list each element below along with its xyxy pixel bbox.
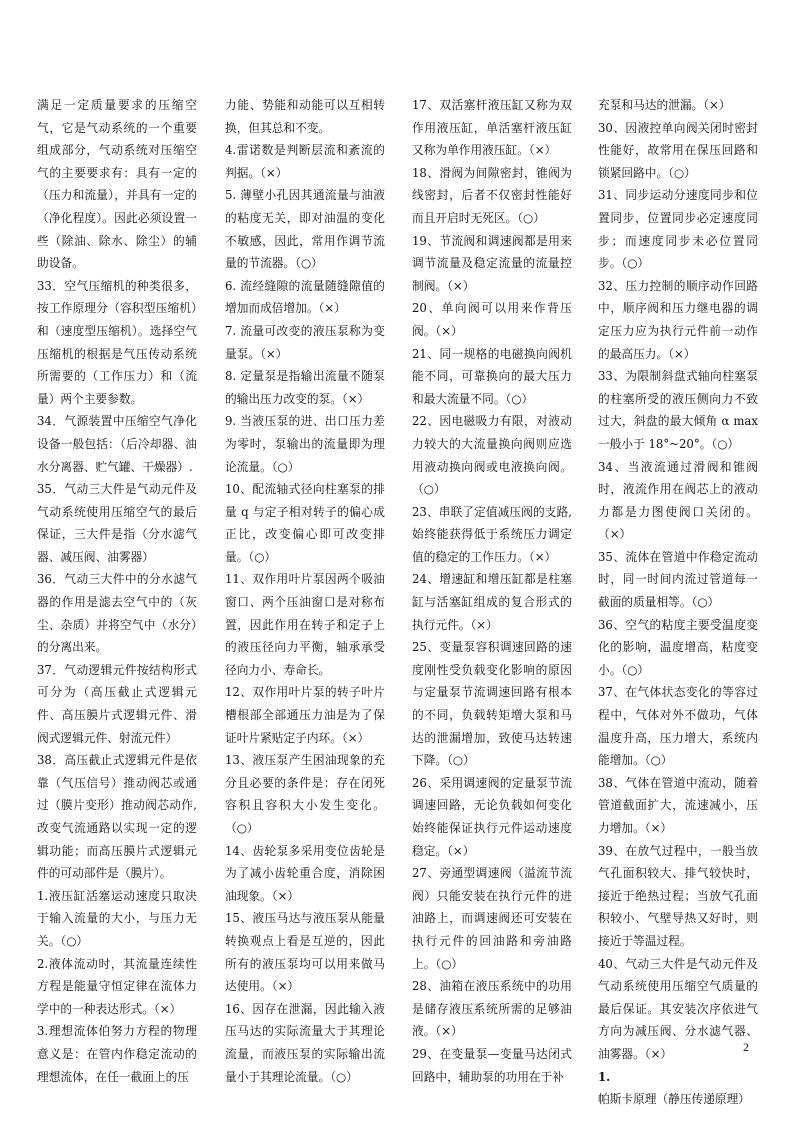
question-entry: 8. 定量泵是指输出流量不随泵的输出压力改变的泵。（×） — [225, 369, 385, 406]
question-entry: 力能、势能和动能可以互相转换，但其总和不变。 — [225, 98, 385, 135]
question-entry: 35、流体在管道中作稳定流动时，同一时间内流过管道每一截面的质量相等。（○） — [598, 549, 758, 610]
question-entry: 34．气源装置中压缩空气净化设备一般包括：（后冷却器、油水分离器、贮气罐、干燥器）. — [37, 414, 197, 474]
question-entry: 31、同步运动分速度同步和位置同步，位置同步必定速度同步；而速度同步未必位置同步。（○） — [598, 188, 758, 271]
text-column-1 — [37, 94, 197, 1088]
text-column-2 — [225, 94, 385, 1088]
question-entry: 29、在变量泵—变量马达闭式回路中，辅助泵的功用在于补 — [412, 1046, 572, 1084]
question-entry: 满足一定质量要求的压缩空气，它是气动系统的一个重要组成部分，气动系统对压缩空气的主要要求有：具有一定的（压力和流量），并具有一定的（净化程度）。因此必须设置一些（除油、除水、除尘）的辅助设备。 — [37, 98, 197, 271]
question-entry: 6. 流经缝隙的流量随缝隙值的增加而成倍增加。（×） — [225, 278, 385, 316]
question-entry: 5. 薄壁小孔因其通流量与油液的粘度无关，即对油温的变化不敏感，因此，常用作调节流量的节流器。（○） — [225, 188, 385, 271]
question-entry: 27、旁通型调速阀（溢流节流阀）只能安装在执行元件的进油路上，而调速阀还可安装在执行元件的回油路和旁油路上。（○） — [412, 866, 572, 971]
question-entry: 38．高压截止式逻辑元件是依靠（气压信号）推动阀芯或通过（膜片变形）推动阀芯动作,改变气流通路以实现一定的逻辑功能；而高压膜片式逻辑元件的可动部件是（膜片）。 — [37, 753, 197, 881]
question-entry: 37．气动逻辑元件按结构形式可分为（高压截止式逻辑元件、高压膜片式逻辑元件、滑阀式逻辑元件、射流元件） — [37, 662, 197, 745]
question-entry: 22、因电磁吸力有限，对液动力较大的大流量换向阀则应选用液动换向阀或电液换向阀。（○） — [412, 414, 572, 497]
question-entry: 35．气动三大件是气动元件及气动系统使用压缩空气的最后保证，三大件是指（分水滤气器、减压阀、油雾器） — [37, 482, 197, 564]
question-entry: 34、当液流通过滑阀和锥阀时，液流作用在阀芯上的液动力都是力图使阀口关闭的。（×） — [598, 459, 758, 542]
question-entry: 25、变量泵容积调速回路的速度刚性受负载变化影响的原因与定量泵节流调速回路有根本的不同，负载转矩增大泵和马达的泄漏增加，致使马达转速下降。（○） — [412, 640, 572, 768]
page-number: 2 — [743, 1040, 749, 1054]
question-entry: 17、双活塞杆液压缸又称为双作用液压缸，单活塞杆液压缸又称为单作用液压缸。（×） — [412, 98, 572, 158]
question-entry: 39、在放气过程中，一般当放气孔面积较大、排气较快时，接近于绝热过程；当放气孔面积较小、气壁导热又好时，则接近于等温过程。 — [598, 843, 758, 948]
question-entry: 15、液压马达与液压泵从能量转换观点上看是互逆的，因此所有的液压泵均可以用来做马达使用。（×） — [225, 911, 385, 994]
question-entry: 37、在气体状态变化的等容过程中，气体对外不做功，气体温度升高，压力增大，系统内能增加。（○） — [598, 685, 758, 768]
question-entry: 21、同一规格的电磁换向阀机能不同，可靠换向的最大压力和最大流量不同。（○） — [412, 346, 572, 406]
question-entry: 3.理想流体伯努力方程的物理意义是：在管内作稳定流动的理想流体，在任一截面上的压 — [37, 1024, 197, 1084]
question-entry: 1.帕斯卡原理（静压传递原理） — [598, 1069, 750, 1107]
question-entry: 26、采用调速阀的定量泵节流调速回路，无论负载如何变化始终能保证执行元件运动速度稳定。（×） — [412, 775, 572, 858]
question-entry: 16、因存在泄漏，因此输入液压马达的实际流量大于其理论流量，而液压泵的实际输出流量小于其理论流量。（○） — [225, 1001, 385, 1084]
question-entry: 18、滑阀为间隙密封，锥阀为线密封，后者不仅密封性能好而且开启时无死区。（○） — [412, 165, 572, 225]
question-entry: 30、因液控单向阀关闭时密封性能好，故常用在保压回路和锁紧回路中。（○） — [598, 120, 758, 180]
question-entry: 13、液压泵产生困油现象的充分且必要的条件是：存在闭死容积且容积大小发生变化。（○） — [225, 753, 385, 835]
question-entry: 33、为限制斜盘式轴向柱塞泵的柱塞所受的液压侧向力不致过大，斜盘的最大倾角 α max 一般小于 18°~20°。（○） — [598, 369, 758, 451]
question-entry: 38、气体在管道中流动，随着管道截面扩大，流速减小，压力增加。（×） — [598, 775, 758, 835]
question-entry: 33．空气压缩机的种类很多，按工作原理分（容积型压缩机）和（速度型压缩机）。选择空气压缩机的根据是气压传动系统所需要的（工作压力）和（流量）两个主要参数。 — [37, 278, 197, 406]
question-entry: 4.雷诺数是判断层流和紊流的判据。（×） — [225, 143, 385, 180]
question-entry: 28、油箱在液压系统中的功用是储存液压系统所需的足够油液。（×） — [412, 979, 572, 1039]
question-entry: 10、配流轴式径向柱塞泵的排量 q 与定子相对转子的偏心成正比，改变偏心即可改变排量。（○） — [225, 482, 385, 564]
question-entry: 14、齿轮泵多采用变位齿轮是为了减小齿轮重合度，消除困油现象。（×） — [225, 843, 385, 903]
question-entry: 40、气动三大件是气动元件及气动系统使用压缩空气质量的最后保证。其安装次序依进气方向为减压阀、分水滤气器、油雾器。（×） — [598, 956, 758, 1061]
text-column-4 — [598, 94, 758, 1111]
question-entry: 9. 当液压泵的进、出口压力差为零时，泵输出的流量即为理论流量。（○） — [225, 414, 385, 474]
question-entry: 1.液压缸活塞运动速度只取决于输入流量的大小，与压力无关。（○） — [37, 888, 197, 948]
question-entry: 12、双作用叶片泵的转子叶片槽根部全部通压力油是为了保证叶片紧贴定子内环。（×） — [225, 685, 385, 745]
question-entry: 20、单向阀可以用来作背压阀。（×） — [412, 301, 572, 338]
question-entry: 36．气动三大件中的分水滤气器的作用是滤去空气中的（灰尘、杂质）并将空气中（水分）的分离出来。 — [37, 572, 197, 655]
question-entry: 32、压力控制的顺序动作回路中，顺序阀和压力继电器的调定压力应为执行元件前一动作的最高压力。（×） — [598, 278, 758, 361]
text-column-3 — [412, 94, 572, 1088]
question-entry: 2.液体流动时，其流量连续性方程是能量守恒定律在流体力学中的一种表达形式。（×） — [37, 956, 197, 1016]
question-entry: 11、双作用叶片泵因两个吸油窗口、两个压油窗口是对称布置，因此作用在转子和定子上的液压径向力平衡，轴承承受径向力小、寿命长。 — [225, 572, 385, 677]
question-entry: 36、空气的粘度主要受温度变化的影响，温度增高，粘度变小。（○） — [598, 617, 758, 677]
question-entry: 充泵和马达的泄漏。（×） — [598, 98, 731, 112]
question-entry: 19、节流阀和调速阀都是用来调节流量及稳定流量的流量控制阀。（×） — [412, 233, 572, 293]
question-entry: 23、串联了定值减压阀的支路,始终能获得低于系统压力调定值的稳定的工作压力。（×） — [412, 504, 572, 564]
question-entry: 24、增速缸和增压缸都是柱塞缸与活塞缸组成的复合形式的执行元件。（×） — [412, 572, 572, 632]
question-entry: 7. 流量可改变的液压泵称为变量泵。（×） — [225, 323, 385, 361]
